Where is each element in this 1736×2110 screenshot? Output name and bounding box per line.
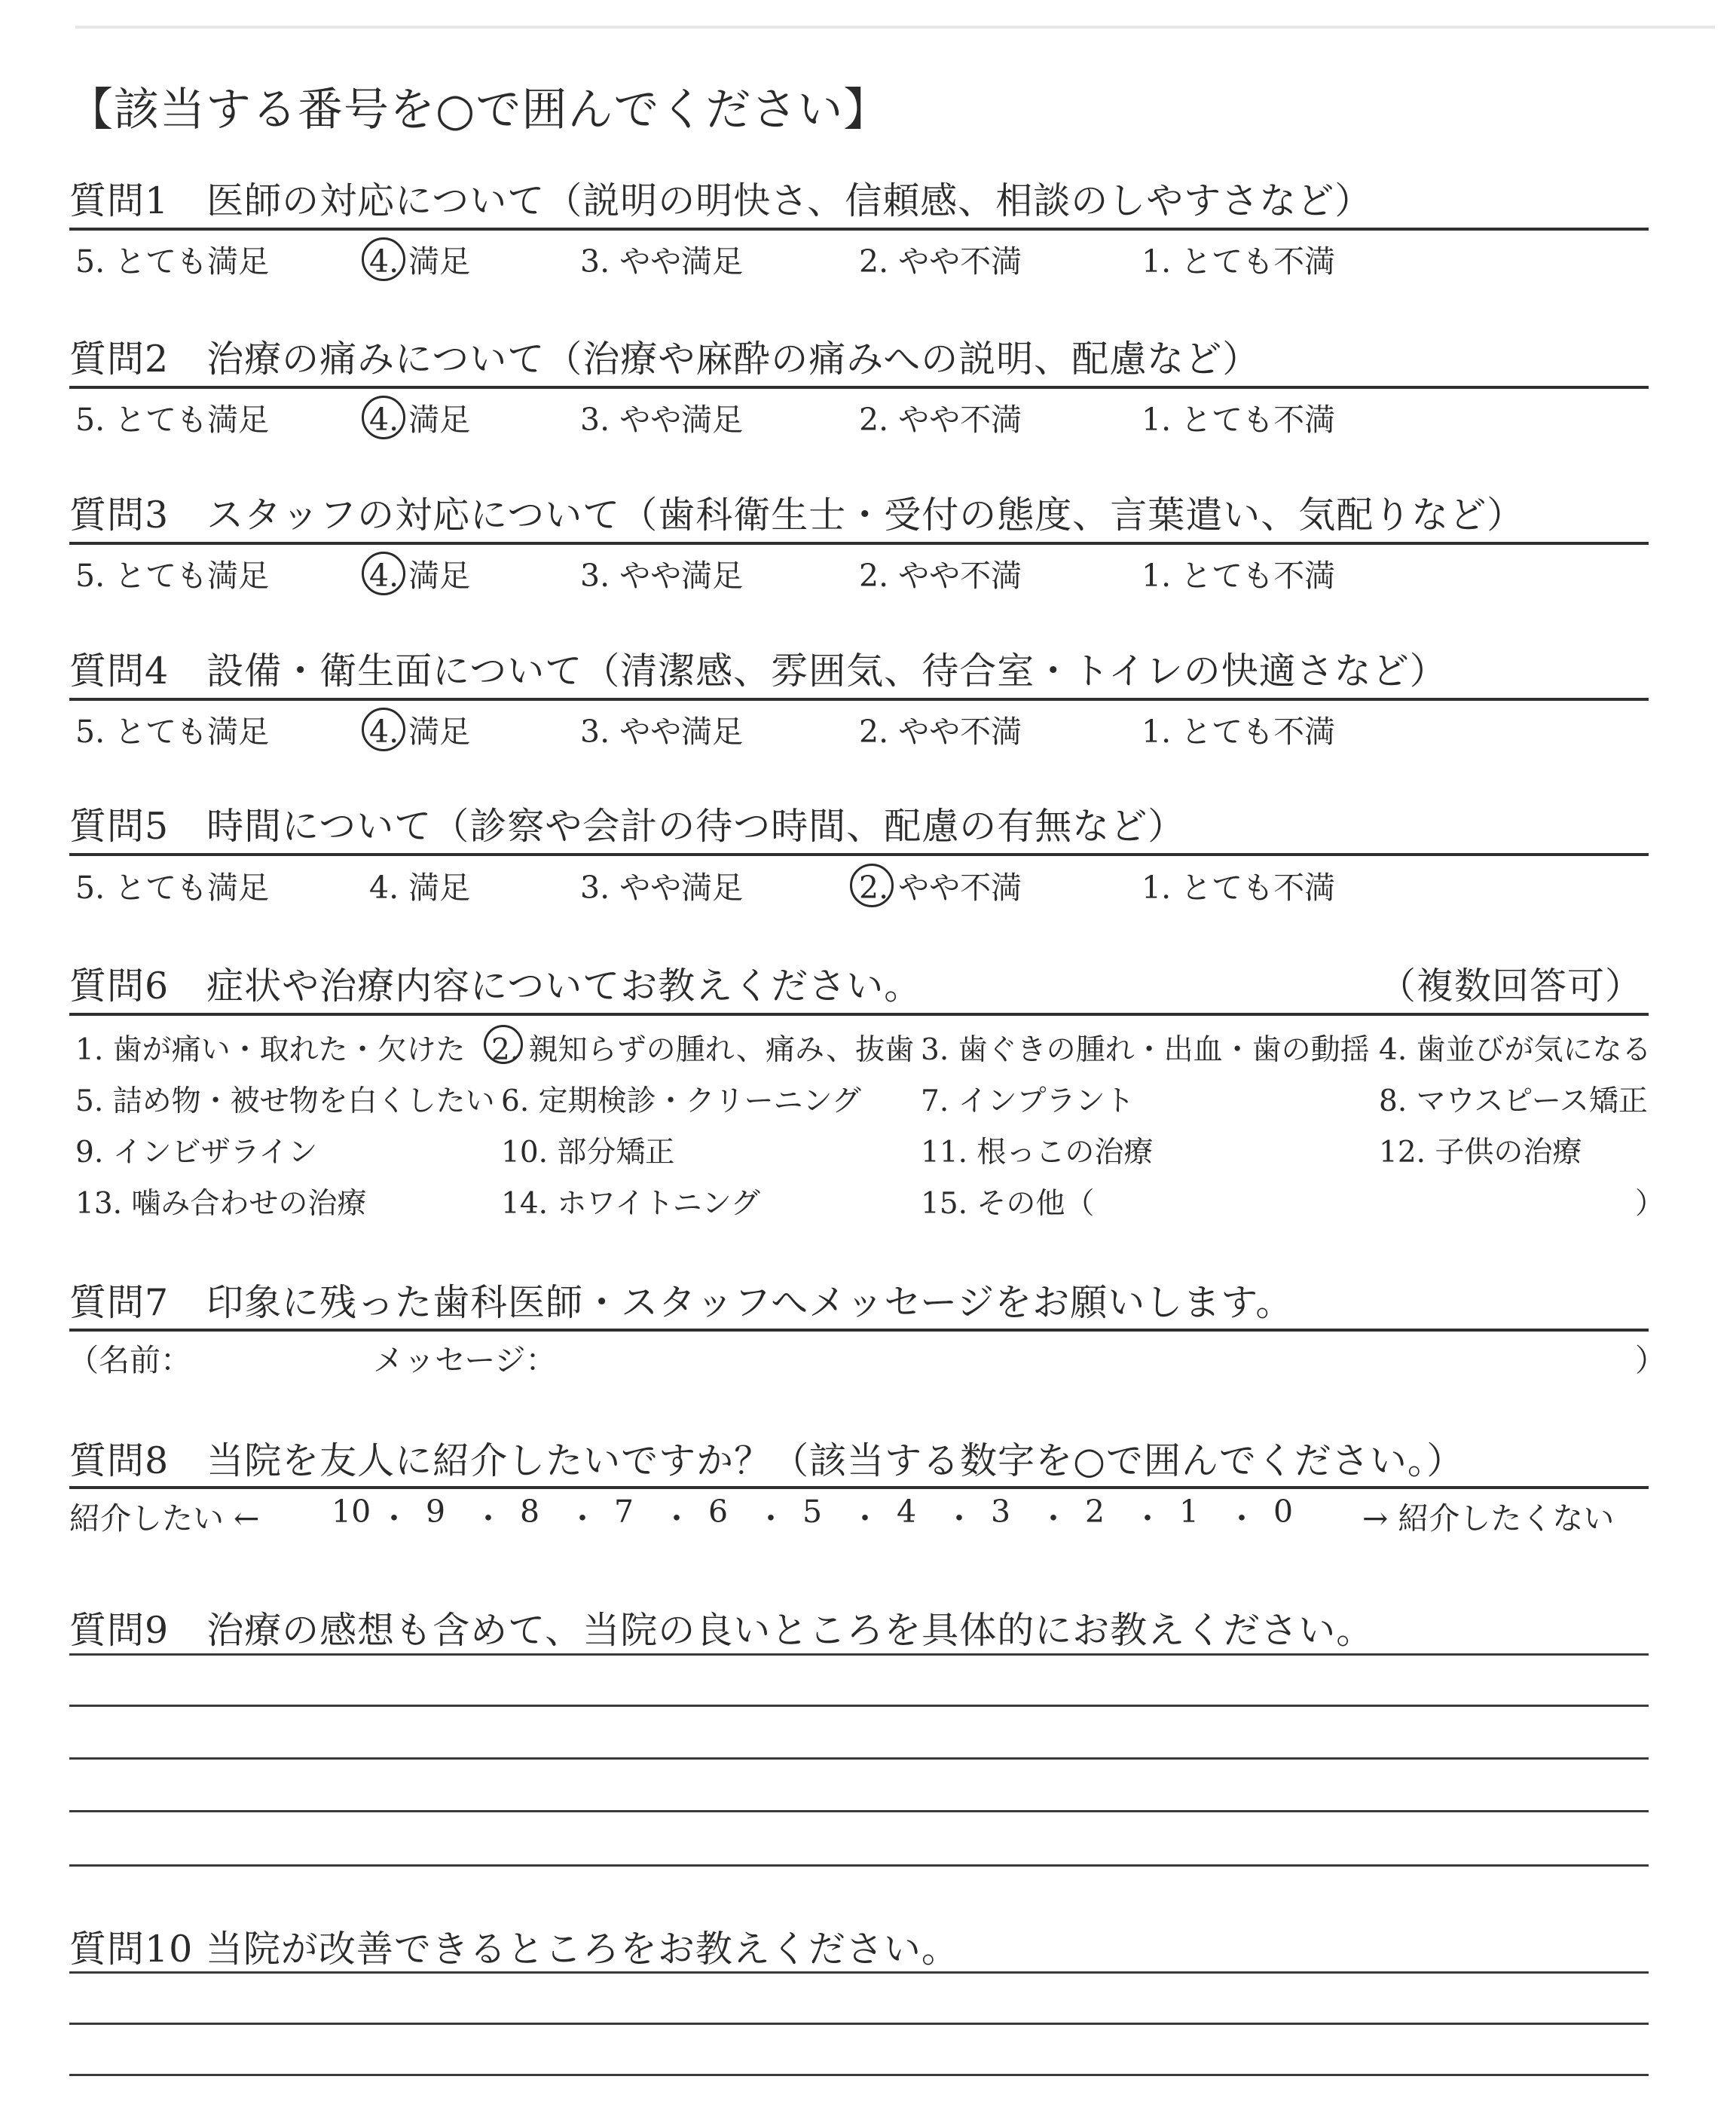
q8-right-label: → 紹介したくない xyxy=(1362,1500,1615,1537)
q5-option-3[interactable]: 3. やや満足 xyxy=(580,870,744,906)
q9-answer-line-1[interactable] xyxy=(69,1653,1649,1656)
question-6-label: 質問6 症状や治療内容についてお教えください。 xyxy=(69,965,922,1008)
q9-answer-line-5[interactable] xyxy=(69,1864,1649,1867)
q1-option-3[interactable]: 3. やや満足 xyxy=(580,243,744,280)
question-6-rule xyxy=(69,1013,1649,1016)
q8-scale-separator: ・ xyxy=(1038,1500,1069,1537)
q6-item-4[interactable]: 4. 歯並びが気になる xyxy=(1379,1033,1652,1067)
question-9-label: 質問9 治療の感想も含めて、当院の良いところを具体的にお教えください。 xyxy=(69,1609,1374,1652)
q8-scale-separator: ・ xyxy=(661,1500,692,1537)
q6-item-13[interactable]: 13. 噛み合わせの治療 xyxy=(75,1187,367,1221)
q3-option-2[interactable]: 2. やや不満 xyxy=(859,558,1022,594)
q9-answer-line-4[interactable] xyxy=(69,1810,1649,1812)
q2-option-4[interactable]: 4. 満足 xyxy=(369,402,471,438)
question-10-label: 質問10 当院が改善できるところをお教えください。 xyxy=(69,1928,959,1971)
q3-option-5[interactable]: 5. とても満足 xyxy=(75,558,270,594)
question-1-rule xyxy=(69,228,1649,231)
q7-close: ） xyxy=(1635,1342,1666,1378)
q7-message-label: メッセージ： xyxy=(373,1342,557,1378)
question-3-rule xyxy=(69,542,1649,545)
q1-option-2[interactable]: 2. やや不満 xyxy=(859,243,1022,280)
q6-item-15-close: ） xyxy=(1635,1187,1665,1221)
q8-scale-separator: ・ xyxy=(1226,1500,1258,1537)
q8-scale-number[interactable]: 2 xyxy=(1085,1494,1105,1530)
q6-item-12[interactable]: 12. 子供の治療 xyxy=(1379,1136,1582,1170)
q8-scale-number[interactable]: 10 xyxy=(332,1494,371,1530)
q8-scale-number[interactable]: 5 xyxy=(802,1494,823,1530)
question-7-rule xyxy=(69,1329,1649,1332)
q1-option-5[interactable]: 5. とても満足 xyxy=(75,243,270,280)
page-title: 【該当する番号を○で囲んでください】 xyxy=(68,84,890,136)
question-3-label: 質問3 スタッフの対応について（歯科衛生士・受付の態度、言葉遣い、気配りなど） xyxy=(69,494,1525,537)
q3-option-3[interactable]: 3. やや満足 xyxy=(580,558,744,594)
question-8-label: 質問8 当院を友人に紹介したいですか？（該当する数字を○で囲んでください。） xyxy=(69,1439,1465,1482)
q8-scale-separator: ・ xyxy=(378,1500,410,1537)
q8-scale-number[interactable]: 3 xyxy=(991,1494,1011,1530)
q6-item-3[interactable]: 3. 歯ぐきの腫れ・出血・歯の動揺 xyxy=(921,1033,1370,1067)
scan-top-edge xyxy=(75,26,1715,29)
q9-answer-line-2[interactable] xyxy=(69,1705,1649,1707)
q6-item-15[interactable]: 15. その他（ xyxy=(921,1187,1095,1221)
question-2-label: 質問2 治療の痛みについて（治療や麻酔の痛みへの説明、配慮など） xyxy=(69,338,1261,381)
q9-answer-line-3[interactable] xyxy=(69,1757,1649,1760)
q5-option-2[interactable]: 2. やや不満 xyxy=(859,870,1022,906)
q4-option-2[interactable]: 2. やや不満 xyxy=(859,714,1022,750)
q4-option-3[interactable]: 3. やや満足 xyxy=(580,714,744,750)
q10-answer-line-1[interactable] xyxy=(69,1971,1649,1974)
q5-option-5[interactable]: 5. とても満足 xyxy=(75,870,270,906)
q6-item-11[interactable]: 11. 根っこの治療 xyxy=(921,1136,1154,1170)
q8-scale-separator: ・ xyxy=(755,1500,787,1537)
q7-name-label: （名前： xyxy=(68,1342,191,1378)
q4-option-5[interactable]: 5. とても満足 xyxy=(75,714,270,750)
q2-option-5[interactable]: 5. とても満足 xyxy=(75,402,270,438)
q3-option-4[interactable]: 4. 満足 xyxy=(369,558,471,594)
q8-left-label: 紹介したい ← xyxy=(69,1500,260,1537)
question-1-label: 質問1 医師の対応について（説明の明快さ、信頼感、相談のしやすさなど） xyxy=(69,179,1373,222)
q6-item-10[interactable]: 10. 部分矯正 xyxy=(501,1136,675,1170)
q8-scale-separator: ・ xyxy=(567,1500,598,1537)
q6-item-14[interactable]: 14. ホワイトニング xyxy=(501,1187,760,1221)
question-4-rule xyxy=(69,698,1649,701)
q3-option-1[interactable]: 1. とても不満 xyxy=(1142,558,1336,594)
q10-answer-line-2[interactable] xyxy=(69,2023,1649,2025)
q6-item-8[interactable]: 8. マウスピース矯正 xyxy=(1379,1084,1648,1118)
q2-option-3[interactable]: 3. やや満足 xyxy=(580,402,744,438)
q8-scale-separator: ・ xyxy=(1132,1500,1163,1537)
q8-scale-number[interactable]: 6 xyxy=(708,1494,729,1530)
question-2-rule xyxy=(69,386,1649,389)
q2-option-2[interactable]: 2. やや不満 xyxy=(859,402,1022,438)
q5-option-1[interactable]: 1. とても不満 xyxy=(1142,870,1336,906)
question-7-label: 質問7 印象に残った歯科医師・スタッフへメッセージをお願いします。 xyxy=(69,1281,1294,1324)
q8-scale-separator: ・ xyxy=(849,1500,881,1537)
q1-option-1[interactable]: 1. とても不満 xyxy=(1142,243,1336,280)
q6-item-1[interactable]: 1. 歯が痛い・取れた・欠けた xyxy=(75,1033,466,1067)
q8-scale-separator: ・ xyxy=(943,1500,975,1537)
question-8-rule xyxy=(69,1486,1649,1489)
q6-item-6[interactable]: 6. 定期検診・クリーニング xyxy=(501,1084,861,1118)
q6-item-7[interactable]: 7. インプラント xyxy=(921,1084,1135,1118)
question-4-label: 質問4 設備・衛生面について（清潔感、雰囲気、待合室・トイレの快適さなど） xyxy=(69,650,1447,693)
q4-option-1[interactable]: 1. とても不満 xyxy=(1142,714,1336,750)
q5-option-4[interactable]: 4. 満足 xyxy=(369,870,471,906)
q8-scale-number[interactable]: 9 xyxy=(426,1494,446,1530)
question-5-rule xyxy=(69,853,1649,856)
question-6-note: （複数回答可） xyxy=(1379,965,1643,1008)
q8-scale-number[interactable]: 0 xyxy=(1273,1494,1294,1530)
q8-scale-number[interactable]: 7 xyxy=(614,1494,634,1530)
q8-scale-number[interactable]: 8 xyxy=(520,1494,540,1530)
q1-option-4[interactable]: 4. 満足 xyxy=(369,243,471,280)
q6-item-9[interactable]: 9. インビザライン xyxy=(75,1136,318,1170)
question-5-label: 質問5 時間について（診察や会計の待つ時間、配慮の有無など） xyxy=(69,805,1186,848)
q8-scale-separator: ・ xyxy=(472,1500,504,1537)
q2-option-1[interactable]: 1. とても不満 xyxy=(1142,402,1336,438)
q8-scale-number[interactable]: 4 xyxy=(897,1494,917,1530)
q6-item-2[interactable]: 2. 親知らずの腫れ、痛み、抜歯 xyxy=(491,1033,915,1067)
q10-answer-line-3[interactable] xyxy=(69,2074,1649,2076)
q6-item-5[interactable]: 5. 詰め物・被せ物を白くしたい xyxy=(75,1084,495,1118)
q8-scale-number[interactable]: 1 xyxy=(1179,1494,1200,1530)
q4-option-4[interactable]: 4. 満足 xyxy=(369,714,471,750)
